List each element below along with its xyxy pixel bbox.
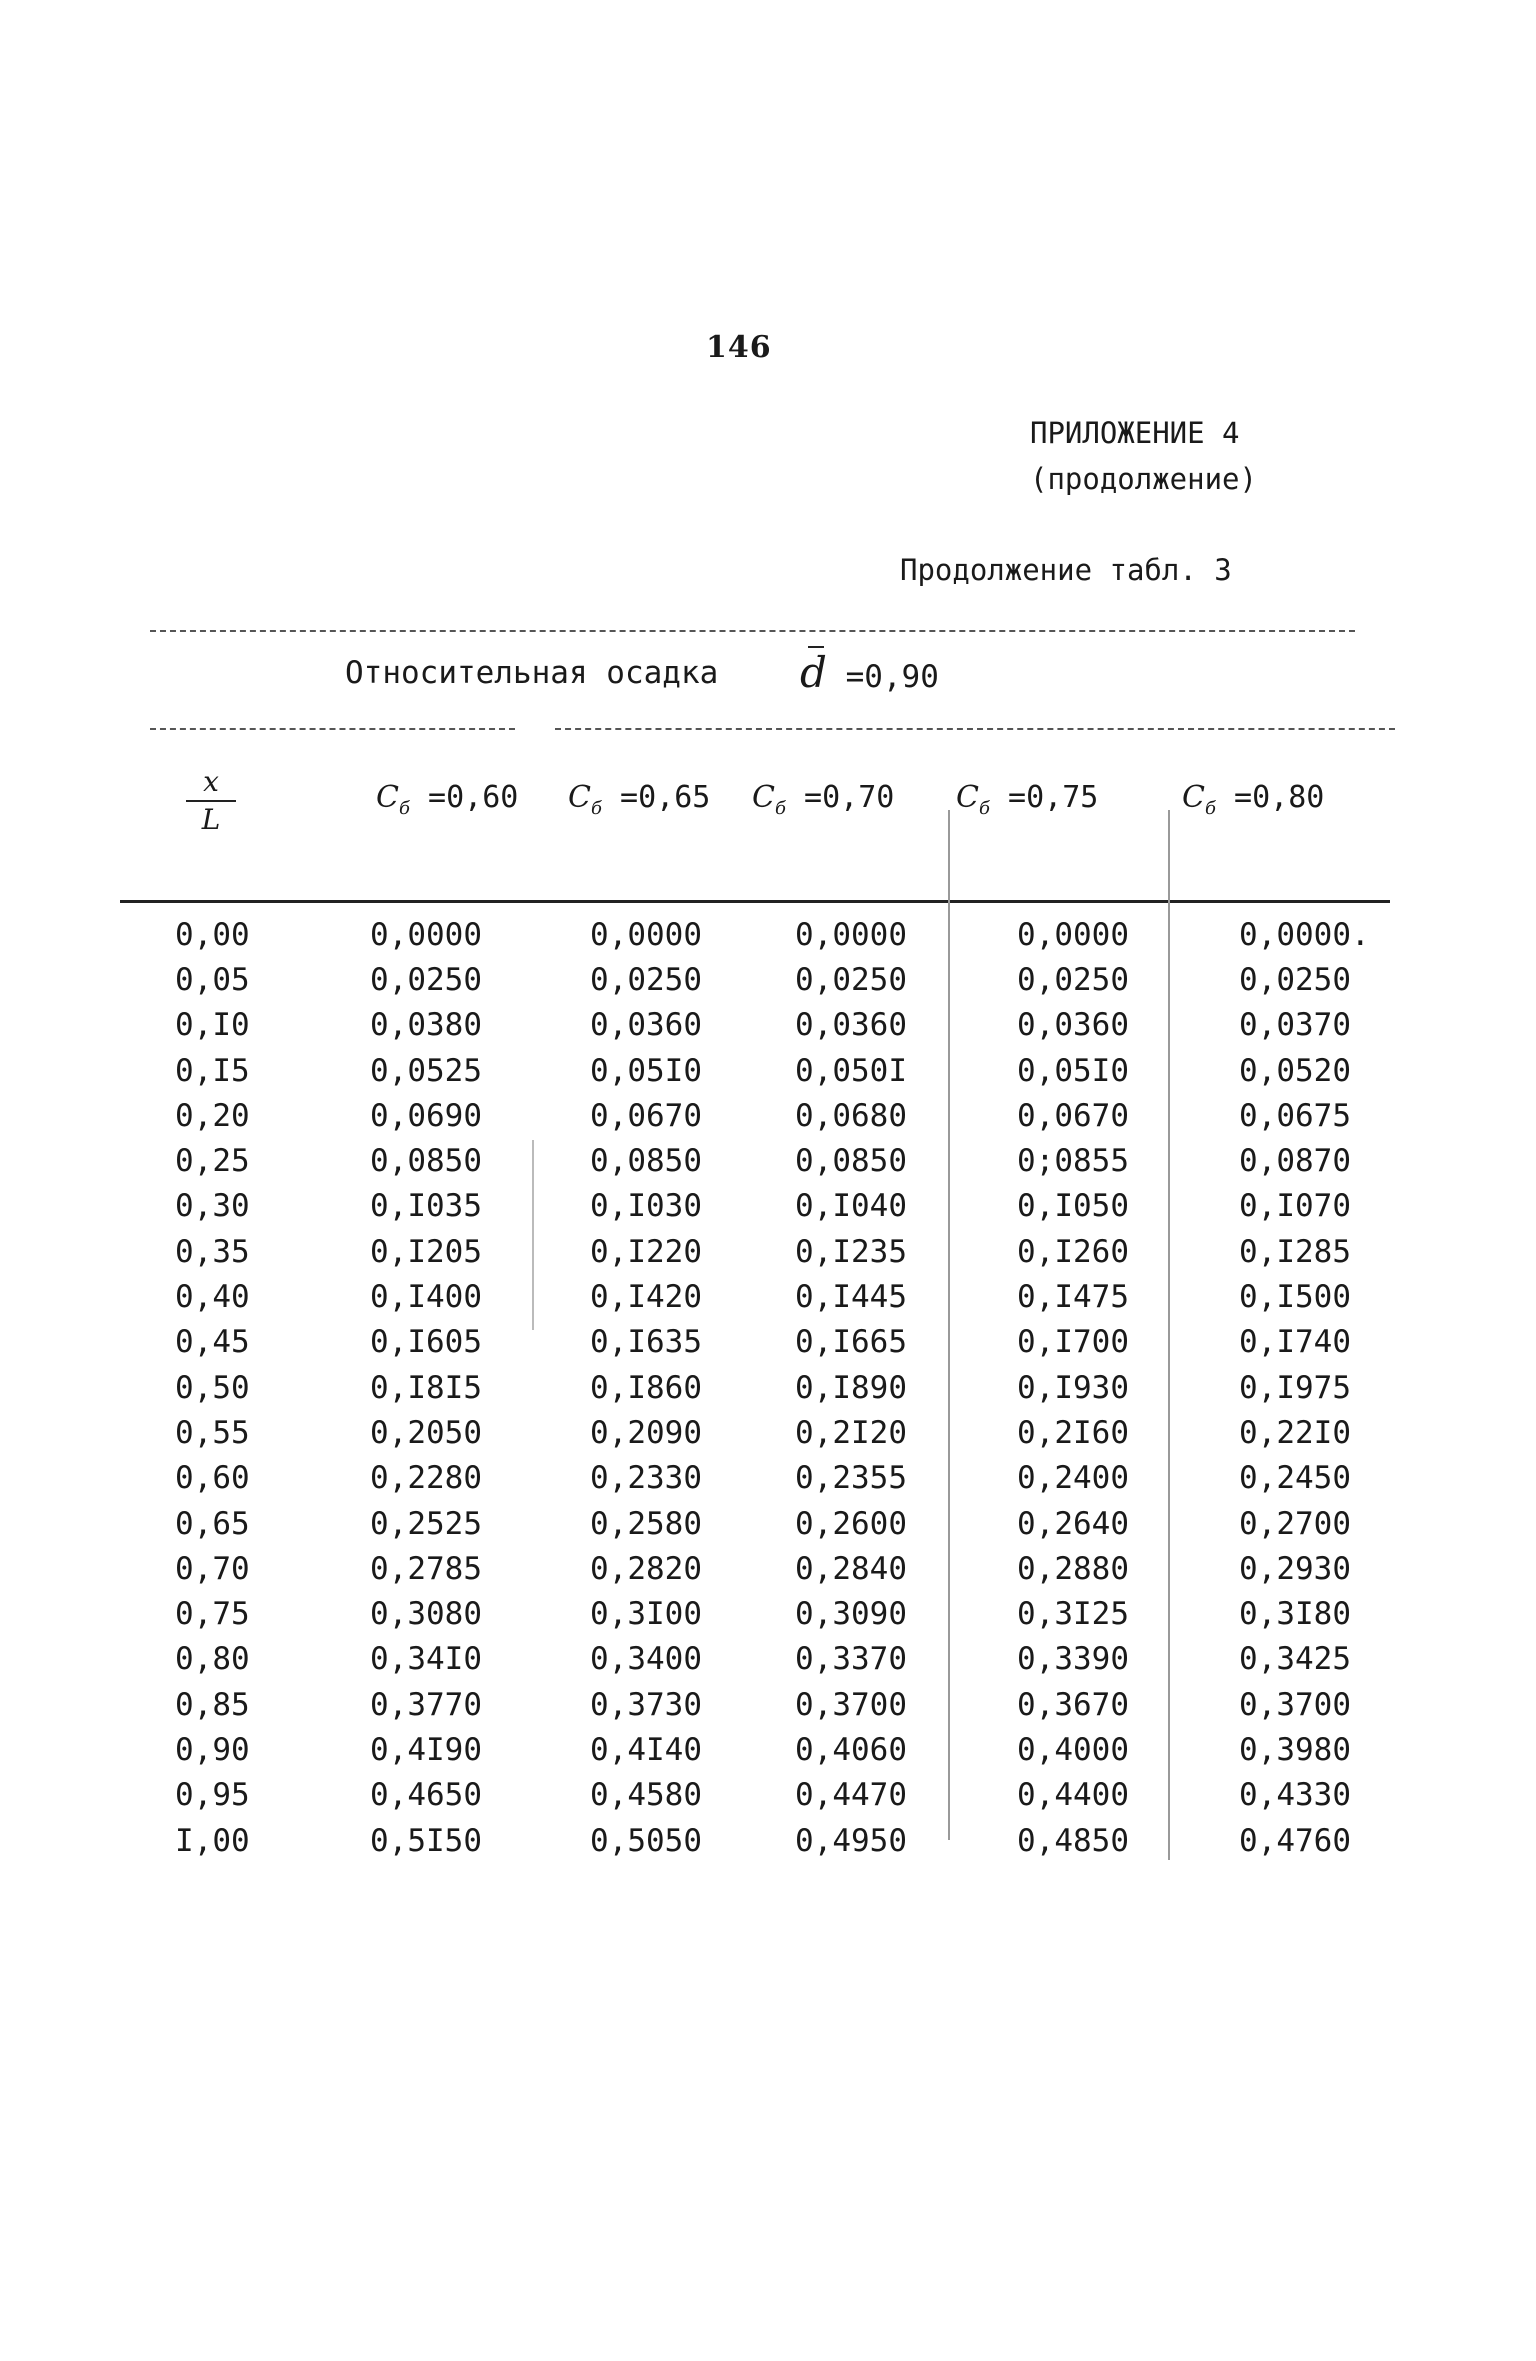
value-cell: 0,I050 [1017, 1188, 1129, 1225]
value-cell: 0,4400 [1017, 1777, 1129, 1814]
table-row [150, 1229, 1439, 1274]
table-row [150, 1501, 1439, 1546]
value-cell: 0,050I [795, 1052, 907, 1089]
value-cell: 0,0250 [590, 961, 702, 998]
value-cell: 0,0000. [1239, 916, 1370, 953]
table-row [150, 912, 1439, 957]
row-label-cell: 0,75 [175, 1596, 250, 1633]
value-cell: 0,2840 [795, 1550, 907, 1587]
value-cell: 0,I030 [590, 1188, 702, 1225]
appendix-subtitle: (продолжение) [1030, 462, 1257, 496]
value-cell: 0,4850 [1017, 1822, 1129, 1859]
value-cell: 0,0000 [590, 916, 702, 953]
row-label-cell: 0,20 [175, 1097, 250, 1134]
row-label-cell: 0,95 [175, 1777, 250, 1814]
value-cell: 0,3425 [1239, 1641, 1351, 1678]
row-header-fraction [186, 765, 236, 836]
header-right-rule [555, 728, 1395, 730]
value-cell: 0,3090 [795, 1596, 907, 1633]
value-cell: 0,2580 [590, 1505, 702, 1542]
table-row [150, 1410, 1439, 1455]
table-row [150, 1184, 1439, 1229]
value-cell: 0,4I40 [590, 1731, 702, 1768]
value-cell: 0,4950 [795, 1822, 907, 1859]
value-cell: 0,3700 [795, 1686, 907, 1723]
value-cell: 0,2785 [370, 1550, 482, 1587]
value-cell: 0,0250 [1017, 961, 1129, 998]
value-cell: 0,3980 [1239, 1731, 1351, 1768]
value-cell: 0,2I20 [795, 1414, 907, 1451]
value-cell: 0,I420 [590, 1279, 702, 1316]
value-cell: 0,2600 [795, 1505, 907, 1542]
value-cell: 0,I605 [370, 1324, 482, 1361]
table-row [150, 1003, 1439, 1048]
value-cell: 0,4580 [590, 1777, 702, 1814]
value-cell: 0,2450 [1239, 1460, 1351, 1497]
value-cell: 0;0855 [1017, 1143, 1129, 1180]
row-label-cell: 0,40 [175, 1279, 250, 1316]
value-cell: 0,3370 [795, 1641, 907, 1678]
table-row [150, 1274, 1439, 1319]
value-cell: 0,2280 [370, 1460, 482, 1497]
value-cell: 0,0850 [370, 1143, 482, 1180]
table-row [150, 1773, 1439, 1818]
value-cell: 0,I860 [590, 1369, 702, 1406]
value-cell: 0,0360 [795, 1007, 907, 1044]
value-cell: 0,3I25 [1017, 1596, 1129, 1633]
row-label-cell: 0,85 [175, 1686, 250, 1723]
value-cell: 0,3670 [1017, 1686, 1129, 1723]
value-cell: 0,0000 [1017, 916, 1129, 953]
value-cell: 0,3080 [370, 1596, 482, 1633]
row-label-cell: 0,I0 [175, 1007, 250, 1044]
table-row [150, 1637, 1439, 1682]
table-top-rule [150, 630, 1355, 632]
value-cell: 0,0360 [1017, 1007, 1129, 1044]
value-cell: 0,I235 [795, 1233, 907, 1270]
value-cell: 0,34I0 [370, 1641, 482, 1678]
value-cell: 0,I260 [1017, 1233, 1129, 1270]
value-cell: 0,2I60 [1017, 1414, 1129, 1451]
value-cell: 0,4I90 [370, 1731, 482, 1768]
header-bottom-rule [120, 900, 1390, 903]
value-cell: 0,2640 [1017, 1505, 1129, 1542]
value-cell: 0,4470 [795, 1777, 907, 1814]
table-row [150, 1093, 1439, 1138]
value-cell: 0,3400 [590, 1641, 702, 1678]
fraction-denominator: L [201, 803, 221, 836]
table-row [150, 1048, 1439, 1093]
value-cell: 0,I890 [795, 1369, 907, 1406]
value-cell: 0,5050 [590, 1822, 702, 1859]
value-cell: 0,4330 [1239, 1777, 1351, 1814]
table-row [150, 957, 1439, 1002]
value-cell: 0,I220 [590, 1233, 702, 1270]
value-cell: 0,3700 [1239, 1686, 1351, 1723]
value-cell: 0,0680 [795, 1097, 907, 1134]
value-cell: 0,I475 [1017, 1279, 1129, 1316]
d-symbol: d [800, 648, 827, 697]
table-row [150, 1320, 1439, 1365]
column-header-1: $C_б =0,60$ [376, 780, 519, 819]
column-header-3: $C_б =0,70$ [752, 780, 895, 819]
value-cell: 0,2330 [590, 1460, 702, 1497]
value-cell: 0,I400 [370, 1279, 482, 1316]
value-cell: 0,5I50 [370, 1822, 482, 1859]
value-cell: 0,I500 [1239, 1279, 1351, 1316]
value-cell: 0,I975 [1239, 1369, 1351, 1406]
column-header-2: $C_б =0,65$ [568, 780, 711, 819]
value-cell: 0,I070 [1239, 1188, 1351, 1225]
value-cell: 0,2700 [1239, 1505, 1351, 1542]
value-cell: 0,3I80 [1239, 1596, 1351, 1633]
table-row [150, 1682, 1439, 1727]
value-cell: 0,I040 [795, 1188, 907, 1225]
value-cell: 0,0520 [1239, 1052, 1351, 1089]
table-row [150, 1591, 1439, 1636]
d-value: =0,90 [845, 659, 939, 695]
value-cell: 0,I8I5 [370, 1369, 482, 1406]
value-cell: 0,0525 [370, 1052, 482, 1089]
value-cell: 0,0250 [795, 961, 907, 998]
value-cell: 0,I635 [590, 1324, 702, 1361]
value-cell: 0,2050 [370, 1414, 482, 1451]
row-label-cell: 0,90 [175, 1731, 250, 1768]
value-cell: 0,05I0 [1017, 1052, 1129, 1089]
row-label-cell: I,00 [175, 1822, 250, 1859]
value-cell: 0,0850 [590, 1143, 702, 1180]
value-cell: 0,05I0 [590, 1052, 702, 1089]
value-cell: 0,4060 [795, 1731, 907, 1768]
value-cell: 0,0670 [590, 1097, 702, 1134]
value-cell: 0,I205 [370, 1233, 482, 1270]
table-row [150, 1138, 1439, 1183]
page-number: 146 [706, 330, 772, 365]
table-caption: Продолжение табл. 3 [900, 553, 1232, 587]
row-label-cell: 0,45 [175, 1324, 250, 1361]
table-row [150, 1818, 1439, 1863]
value-cell: 0,2880 [1017, 1550, 1129, 1587]
value-cell: 0,I285 [1239, 1233, 1351, 1270]
value-cell: 0,3I00 [590, 1596, 702, 1633]
value-cell: 0,0850 [795, 1143, 907, 1180]
value-cell: 0,2355 [795, 1460, 907, 1497]
row-label-cell: 0,25 [175, 1143, 250, 1180]
value-cell: 0,I665 [795, 1324, 907, 1361]
row-label-cell: 0,65 [175, 1505, 250, 1542]
value-cell: 0,0670 [1017, 1097, 1129, 1134]
value-cell: 0,4650 [370, 1777, 482, 1814]
value-cell: 0,3770 [370, 1686, 482, 1723]
table-row [150, 1727, 1439, 1772]
header-relative-settlement [800, 648, 939, 697]
value-cell: 0,I035 [370, 1188, 482, 1225]
row-label-cell: 0,70 [175, 1550, 250, 1587]
value-cell: 0,0000 [370, 916, 482, 953]
value-cell: 0,3390 [1017, 1641, 1129, 1678]
value-cell: 0,I930 [1017, 1369, 1129, 1406]
value-cell: 0,0360 [590, 1007, 702, 1044]
value-cell: 0,0250 [1239, 961, 1351, 998]
value-cell: 0,0690 [370, 1097, 482, 1134]
value-cell: 0,22I0 [1239, 1414, 1351, 1451]
row-label-cell: 0,30 [175, 1188, 250, 1225]
row-label-cell: 0,80 [175, 1641, 250, 1678]
value-cell: 0,0675 [1239, 1097, 1351, 1134]
row-label-cell: 0,05 [175, 961, 250, 998]
column-header-4: $C_б =0,75$ [956, 780, 1099, 819]
row-label-cell: 0,50 [175, 1369, 250, 1406]
row-label-cell: 0,60 [175, 1460, 250, 1497]
value-cell: 0,0380 [370, 1007, 482, 1044]
value-cell: 0,2400 [1017, 1460, 1129, 1497]
appendix-title: ПРИЛОЖЕНИЕ 4 [1030, 416, 1240, 450]
table-row [150, 1456, 1439, 1501]
value-cell: 0,0250 [370, 961, 482, 998]
value-cell: 0,I700 [1017, 1324, 1129, 1361]
value-cell: 0,2820 [590, 1550, 702, 1587]
value-cell: 0,I445 [795, 1279, 907, 1316]
table-row [150, 1546, 1439, 1591]
value-cell: 0,2090 [590, 1414, 702, 1451]
row-label-cell: 0,55 [175, 1414, 250, 1451]
fraction-numerator: x [186, 768, 236, 802]
value-cell: 0,3730 [590, 1686, 702, 1723]
settlement-table [150, 912, 1439, 1863]
row-label-cell: 0,35 [175, 1233, 250, 1270]
header-left-rule [150, 728, 515, 730]
value-cell: 0,2525 [370, 1505, 482, 1542]
table-row [150, 1365, 1439, 1410]
column-header-5: $C_б =0,80$ [1182, 780, 1325, 819]
value-cell: 0,4000 [1017, 1731, 1129, 1768]
value-cell: 0,0870 [1239, 1143, 1351, 1180]
value-cell: 0,2930 [1239, 1550, 1351, 1587]
value-cell: 0,0000 [795, 916, 907, 953]
row-label-cell: 0,00 [175, 916, 250, 953]
row-label-cell: 0,I5 [175, 1052, 250, 1089]
value-cell: 0,I740 [1239, 1324, 1351, 1361]
header-label: Относительная осадка [345, 655, 719, 691]
value-cell: 0,0370 [1239, 1007, 1351, 1044]
value-cell: 0,4760 [1239, 1822, 1351, 1859]
